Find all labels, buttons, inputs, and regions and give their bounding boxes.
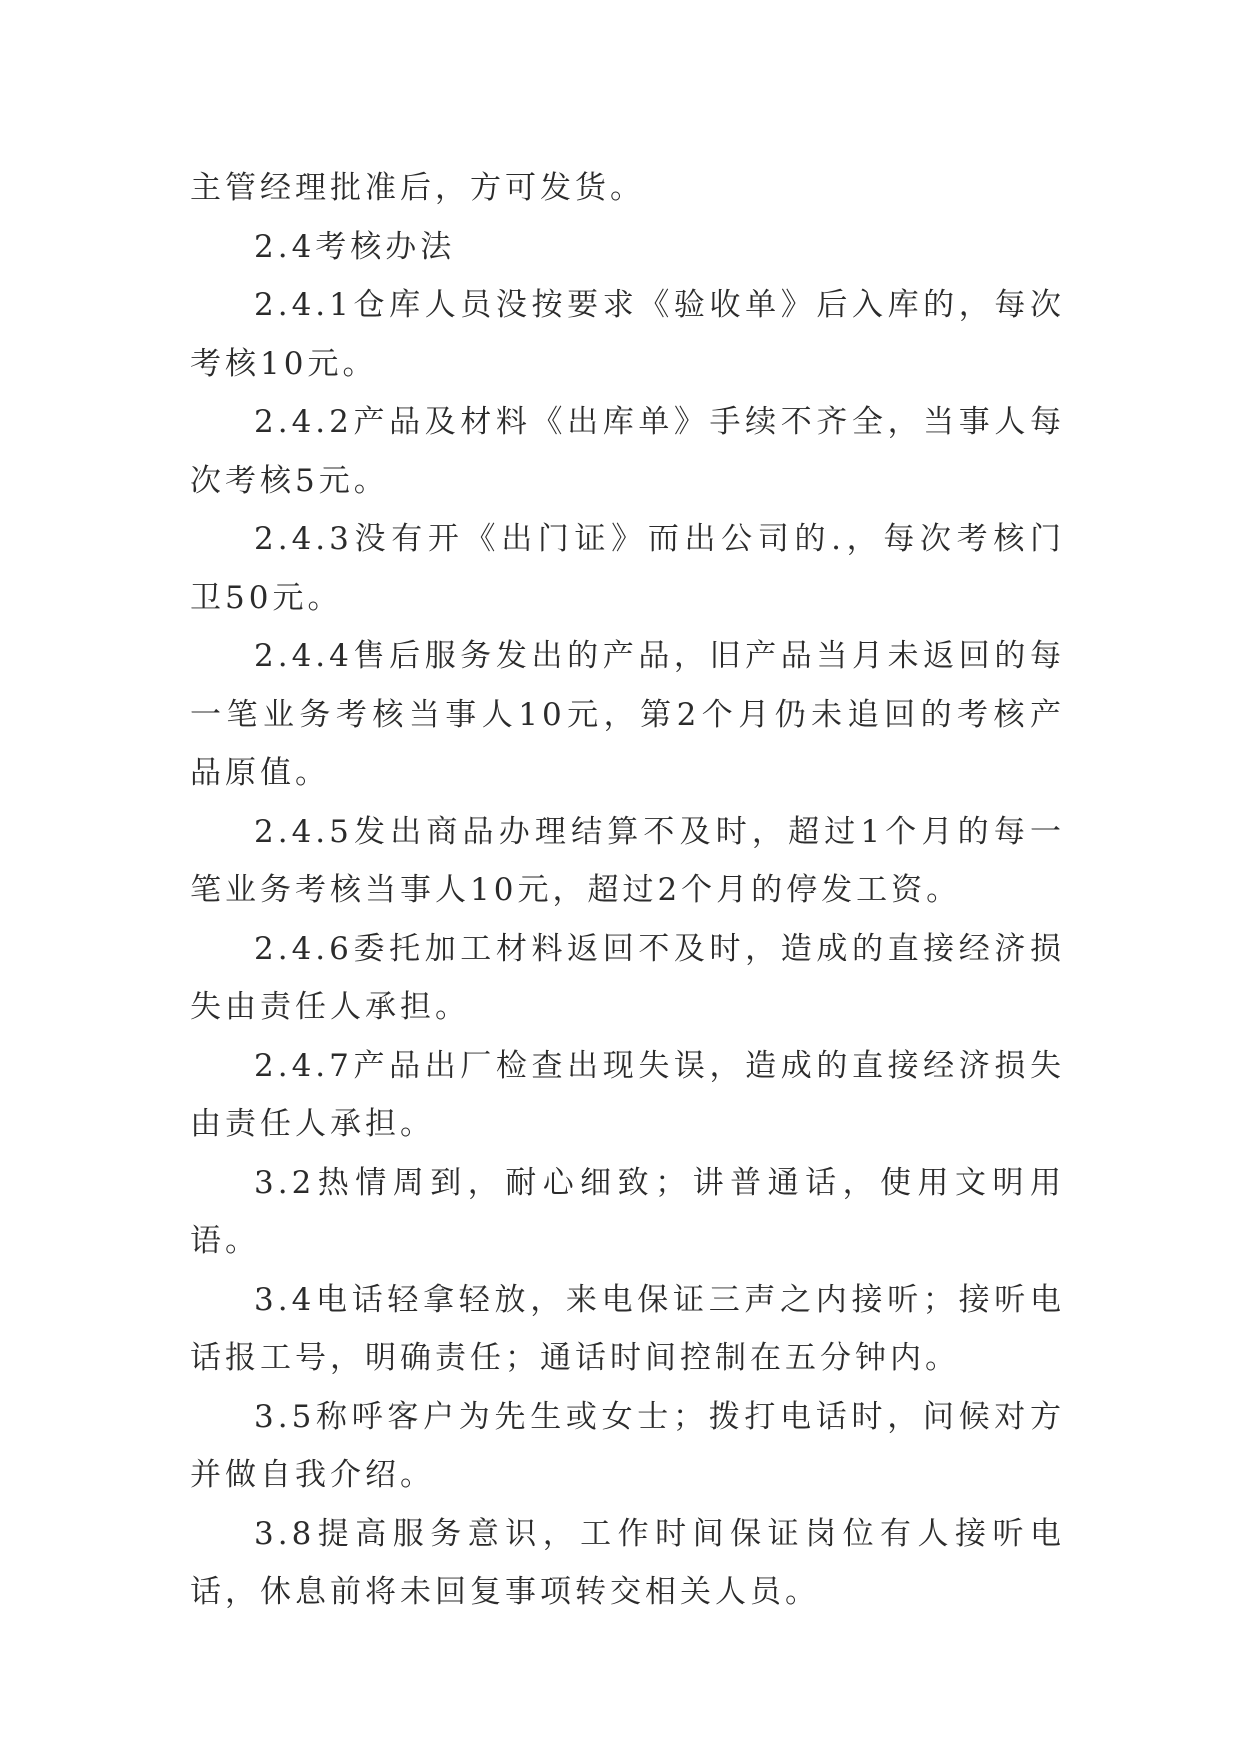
- heading-assessment-method: 2.4考核办法: [254, 228, 456, 265]
- clause-2-4-2: 2.4.2产品及材料《出库单》手续不齐全，当事人每次考核5元。: [190, 404, 1065, 499]
- clause-2-4-4: 2.4.4售后服务发出的产品，旧产品当月未返回的每一笔业务考核当事人10元，第2个月仍未追回的考核产品原值。: [190, 638, 1065, 791]
- clause-3-4: 3.4电话轻拿轻放，来电保证三声之内接听；接听电话报工号，明确责任；通话时间控制在五分钟内。: [190, 1281, 1065, 1376]
- clause-3-5: 3.5称呼客户为先生或女士；拨打电话时，问候对方并做自我介绍。: [190, 1398, 1065, 1493]
- clause-2-4-5: 2.4.5发出商品办理结算不及时，超过1个月的每一笔业务考核当事人10元，超过2个月的停发工资。: [190, 813, 1065, 908]
- clause-3-8: 3.8提高服务意识，工作时间保证岗位有人接听电话，休息前将未回复事项转交相关人员。: [190, 1515, 1065, 1610]
- clause-2-4-3: 2.4.3没有开《出门证》而出公司的.，每次考核门卫50元。: [190, 521, 1065, 616]
- body-text: [190, 159, 1065, 1622]
- clause-2-4-7: 2.4.7产品出厂检查出现失误，造成的直接经济损失由责任人承担。: [190, 1047, 1065, 1142]
- clause-2-4-6: 2.4.6委托加工材料返回不及时，造成的直接经济损失由责任人承担。: [190, 930, 1065, 1025]
- clause-3-2: 3.2热情周到，耐心细致；讲普通话，使用文明用语。: [190, 1164, 1065, 1259]
- clause-2-4-1: 2.4.1仓库人员没按要求《验收单》后入库的，每次考核10元。: [190, 287, 1065, 382]
- paragraph-approval: 主管经理批准后，方可发货。: [190, 170, 645, 206]
